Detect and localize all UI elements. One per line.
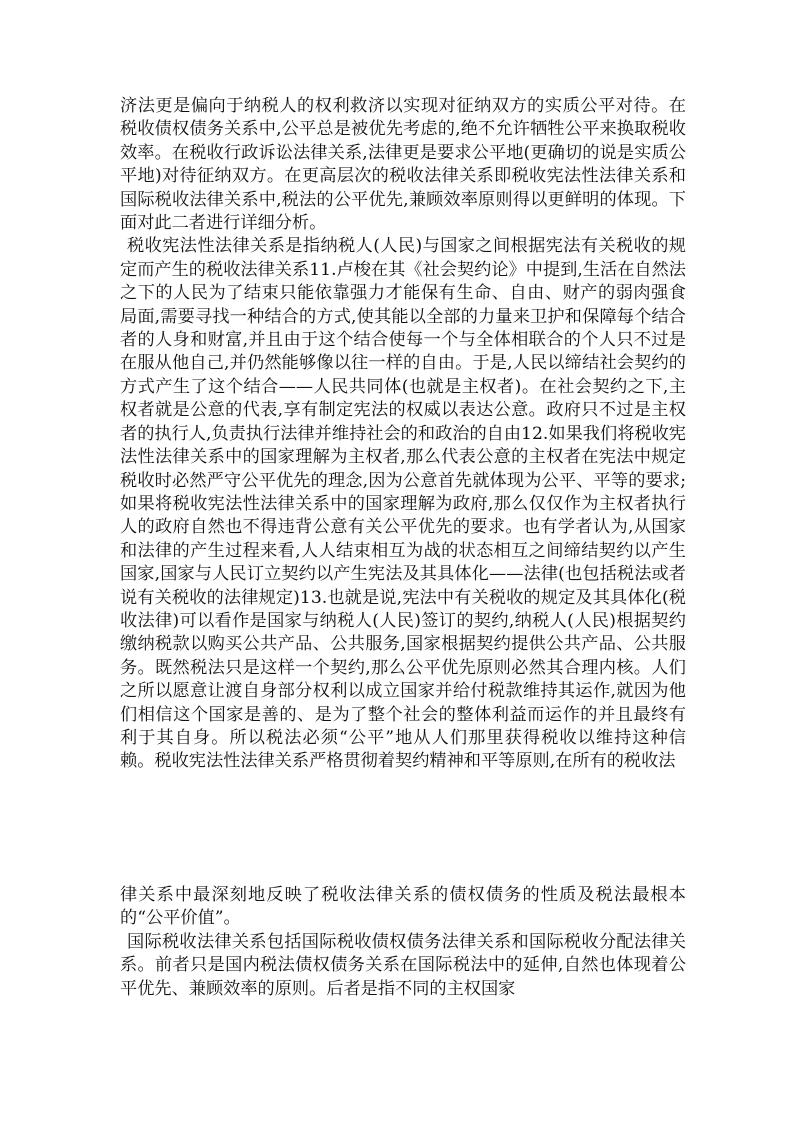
paragraph-tax-remedy: 济法更是偏向于纳税人的权利救济以实现对征纳双方的实质公平对待。在税收债权债务关系中,公平总是被优先考虑的,绝不允许牺牲公平来换取税收效率。在税收行政诉讼法律关系,法律更是要求公平地(更确切的说是实质公平地)对待征纳双方。在更高层次的税收法律关系即税收宪法性法律关系和国际税收法律关系中,税法的公平优先,兼顾效率原则得以更鲜明的体现。下面对此二者进行详细分析。 <box>120 96 686 234</box>
text-block-upper <box>120 95 686 774</box>
paragraph-continuation: 律关系中最深刻地反映了税收法律关系的债权债务的性质及税法最根本的“公平价值”。 <box>120 885 686 929</box>
text-block-lower <box>120 884 686 1001</box>
paragraph-international-tax-relation: 国际税收法律关系包括国际税收债权债务法律关系和国际税收分配法律关系。前者只是国内税法债权债务关系在国际税法中的延伸,自然也体现着公平优先、兼顾效率的原则。后者是指不同的主权国家 <box>120 931 686 999</box>
paragraph-constitutional-tax-relation: 税收宪法性法律关系是指纳税人(人民)与国家之间根据宪法有关税收的规定而产生的税收法律关系11.卢梭在其《社会契约论》中提到,生活在自然法之下的人民为了结束只能依靠强力才能保有生命、自由、财产的弱肉强食局面,需要寻找一种结合的方式,使其能以全部的力量来卫护和保障每个结合者的人身和财富,并且由于这个结合使每一个与全体相联合的个人只不过是在服从他自己,并仍然能够像以往一样的自由。于是,人民以缔结社会契约的方式产生了这个结合——人民共同体(也就是主权者)。在社会契约之下,主权者就是公意的代表,享有制定宪法的权威以表达公意。政府只不过是主权者的执行人,负责执行法律并维持社会的和政治的自由12.如果我们将税收宪法性法律关系中的国家理解为主权者,那么代表公意的主权者在宪法中规定税收时必然严守公平优先的理念,因为公意首先就体现为公平、平等的要求;如果将税收宪法性法律关系中的国家理解为政府,那么仅仅作为主权者执行人的政府自然也不得违背公意有关公平优先的要求。也有学者认为,从国家和法律的产生过程来看,人人结束相互为战的状态相互之间缔结契约以产生国家,国家与人民订立契约以产生宪法及其具体化——法律(也包括税法或者说有关税收的法律规定)13.也就是说,宪法中有关税收的规定及其具体化(税收法律)可以看作是国家与纳税人(人民)签订的契约,纳税人(人民)根据契约缴纳税款以购买公共产品、公共服务,国家根据契约提供公共产品、公共服务。既然税法只是这样一个契约,那么公平优先原则必然其合理内核。人们之所以愿意让渡自身部分权利以成立国家并给付税款维持其运作,就因为他们相信这个国家是善的、是为了整个社会的整体利益而运作的并且最终有利于其自身。所以税法必须“公平”地从人们那里获得税收以维持这种信赖。税收宪法性法律关系严格贯彻着契约精神和平等原则,在所有的税收法 <box>120 236 686 772</box>
